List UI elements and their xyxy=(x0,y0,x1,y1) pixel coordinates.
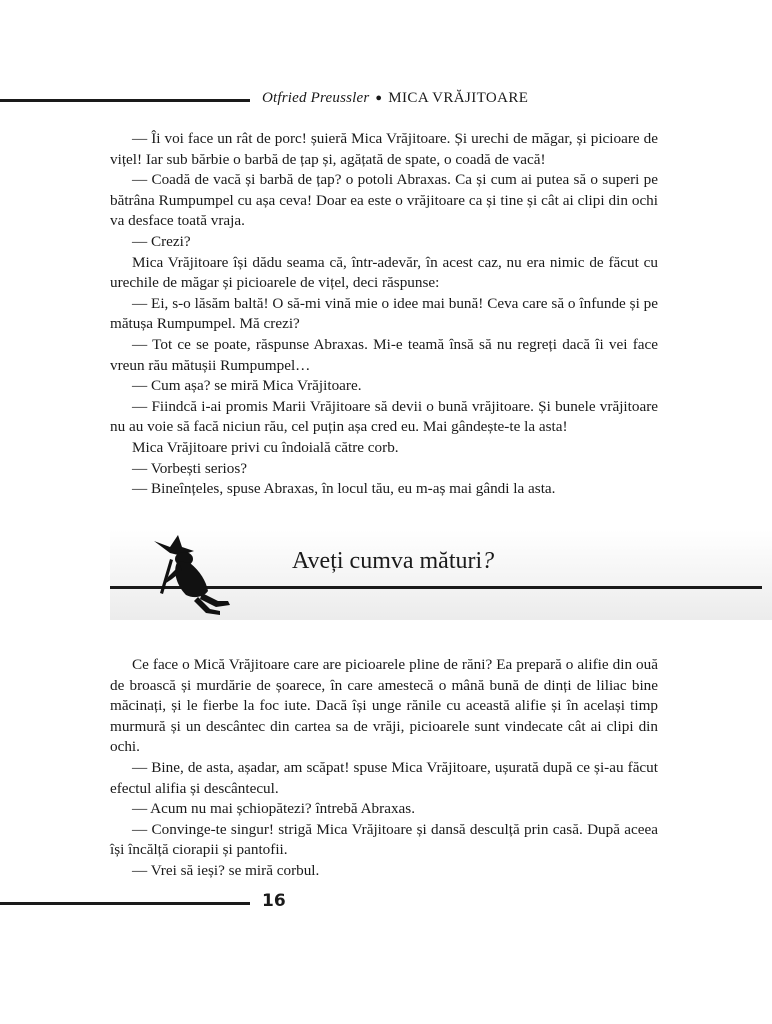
footer-rule xyxy=(0,902,250,905)
paragraph: — Bineînțeles, spuse Abraxas, în locul tău, eu m-aș mai gândi la asta. xyxy=(132,480,556,498)
header-separator-dot: ● xyxy=(375,92,383,104)
paragraph: Mica Vrăjitoare privi cu îndoială către corb. xyxy=(132,438,399,456)
page-number: 16 xyxy=(262,891,286,911)
witch-on-broom-icon xyxy=(148,533,240,617)
chapter-heading-bar xyxy=(110,530,772,620)
paragraph: — Vrei să ieși? se miră corbul. xyxy=(132,861,320,879)
paragraph: — Convinge-te singur! strigă Mica Vrăjitoare și dansă desculță prin casă. După aceea își încălță ciorapii și pantofii. xyxy=(110,820,658,859)
header-rule xyxy=(0,99,250,102)
paragraph: — Îi voi face un rât de porc! șuieră Mica Vrăjitoare. Și urechi de măgar, și picioare de vițel! Iar sub bărbie o barbă de țap și, agățată de spate, o coadă de vacă! xyxy=(110,130,658,168)
running-header xyxy=(262,90,528,107)
text-block-bottom xyxy=(110,655,658,882)
paragraph: — Vorbești serios? xyxy=(132,459,248,477)
paragraph: — Acum nu mai șchiopătezi? întrebă Abraxas. xyxy=(132,800,415,818)
paragraph: — Ei, s-o lăsăm baltă! O să-mi vină mie o idee mai bună! Ceva care să o înfunde și pe mătușa Rumpumpel. Mă crezi? xyxy=(110,294,658,333)
header-author: Otfried Preussler xyxy=(262,90,370,106)
paragraph: — Bine, de asta, așadar, am scăpat! spuse Mica Vrăjitoare, ușurată după ce și-au făcut efectul alifia și descântecul. xyxy=(110,758,658,797)
chapter-title xyxy=(292,548,494,575)
paragraph: — Tot ce se poate, răspunse Abraxas. Mi-e teamă însă să nu regreți dacă îi vei face vreun rău mătușii Rumpumpel… xyxy=(110,335,658,374)
paragraph: — Coadă de vacă și barbă de țap? o potoli Abraxas. Ca și cum ai putea să o superi pe bătrâna Rumpumpel cu așa ceva! Doar ea este o vrăjitoare ca și tine și cât ai clipi din ochi va desface toată vraja. xyxy=(110,171,658,230)
paragraph: — Cum așa? se miră Mica Vrăjitoare. xyxy=(132,377,362,395)
paragraph: — Crezi? xyxy=(132,232,191,250)
chapter-title-text: Aveți cumva mături xyxy=(292,548,483,574)
paragraph: Ce face o Mică Vrăjitoare care are picioarele pline de răni? Ea prepară o alifie din ouă de broască și murdărie de șoarece, în care amestecă o mână bună de dinți de liliac bine măcinați, și le fierbe la foc iute. Dacă își unge rănile cu această alifie și în același timp murmură și un descântec din cartea sa de vrăji, picioarele sunt vindecate cât ai clipi din ochi. xyxy=(110,656,658,756)
paragraph: — Fiindcă i-ai promis Marii Vrăjitoare să devii o bună vrăjitoare. Și bunele vrăjitoare nu au voie să facă niciun rău, cel puțin așa cred eu. Mai gândește-te la asta! xyxy=(110,397,658,436)
text-block-top xyxy=(110,129,658,500)
paragraph: Mica Vrăjitoare își dădu seama că, într-adevăr, în acest caz, nu era nimic de făcut cu urechile de măgar și picioarele de vițel, deci răspunse: xyxy=(110,253,658,292)
chapter-title-question-mark: ? xyxy=(482,548,495,574)
header-book-title: MICA VRĂJITOARE xyxy=(388,90,529,106)
